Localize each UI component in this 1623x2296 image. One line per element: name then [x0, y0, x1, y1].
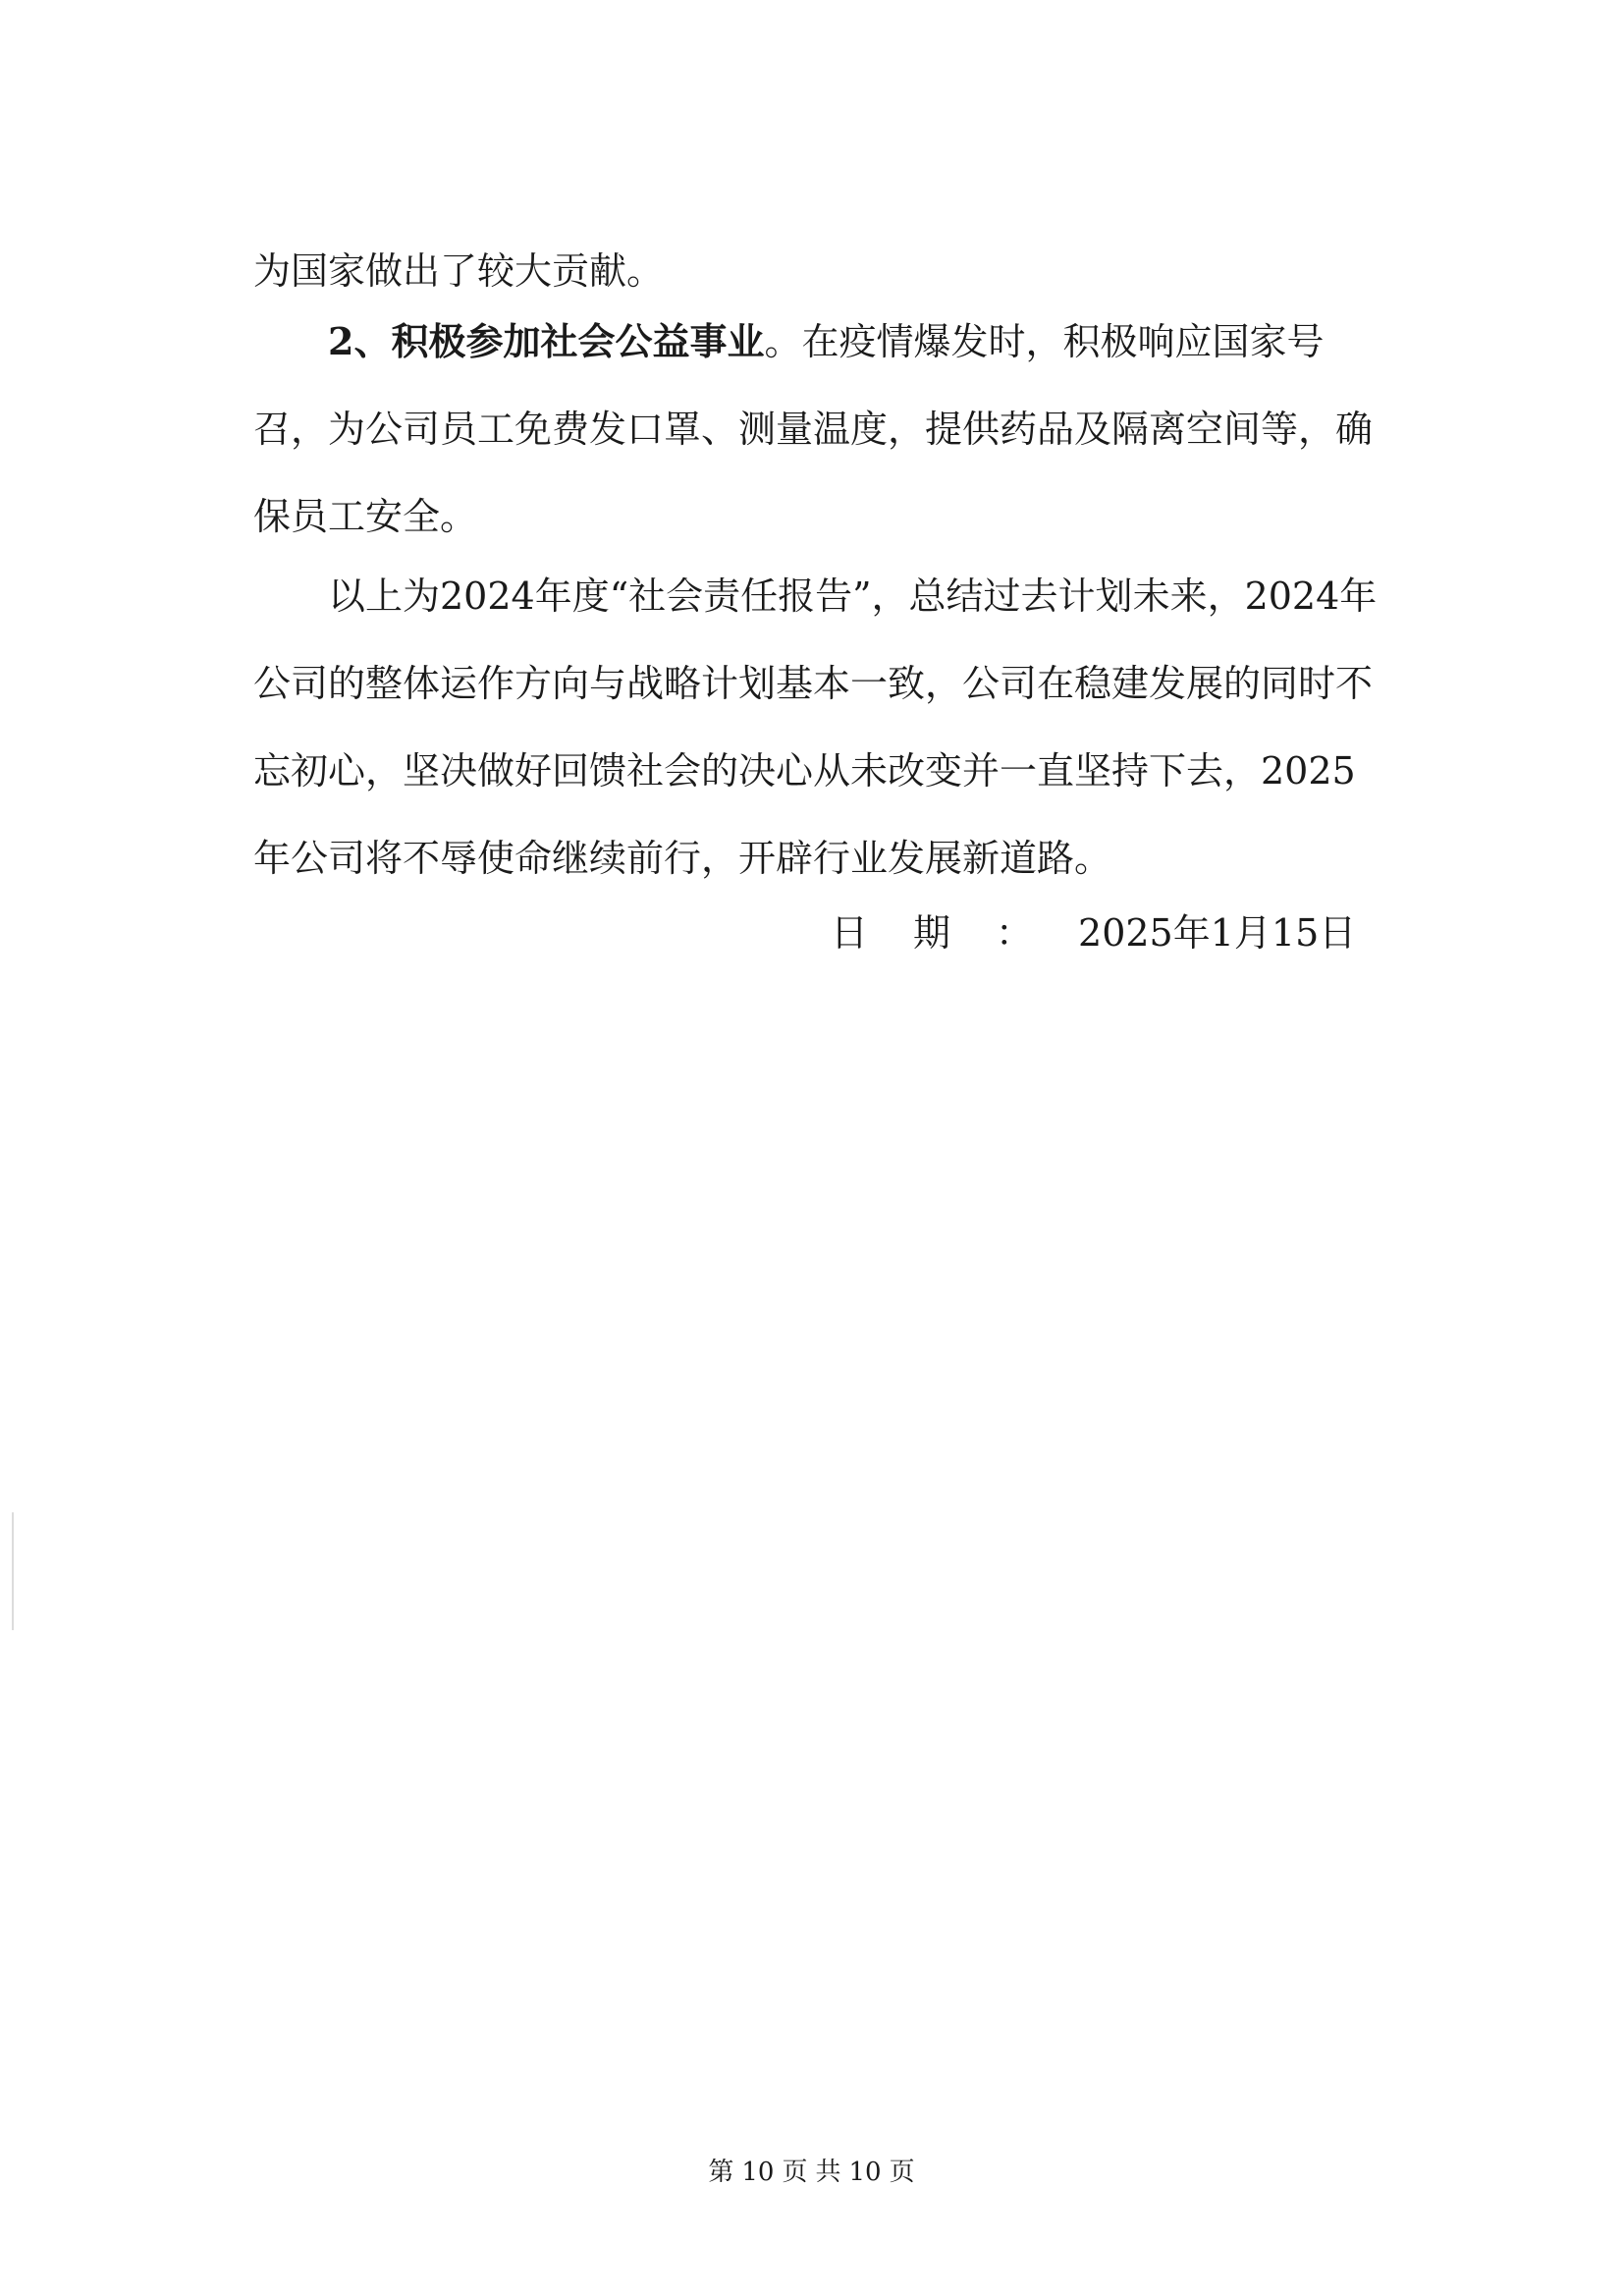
paragraph-body: 。在疫情爆发时，积极响应国家号召，为公司员工免费发口罩、测量温度，提供药品及隔离空间等，确保员工安全。	[253, 320, 1374, 538]
footer-page-word: 页	[782, 2158, 808, 2187]
footer-total-suffix: 页	[889, 2158, 915, 2187]
paragraph-continuation: 为国家做出了较大贡献。	[253, 249, 665, 293]
footer-total-prefix: 共	[815, 2158, 841, 2187]
date-label: 日期：	[831, 911, 1079, 955]
date-value: 2025年1月15日	[1078, 911, 1357, 955]
paragraph-heading: 2、积极参加社会公益事业	[328, 319, 765, 363]
page-footer	[0, 2153, 1623, 2192]
scan-artifact	[12, 1512, 14, 1630]
footer-prefix: 第	[708, 2158, 734, 2187]
footer-total-pages: 10	[848, 2158, 882, 2187]
paragraph-public-welfare	[253, 298, 1392, 561]
paragraph-summary: 以上为2024年度“社会责任报告”，总结过去计划未来，2024年公司的整体运作方向与战略计划基本一致，公司在稳建发展的同时不忘初心，坚决做好回馈社会的决心从未改变并一直坚持下去，2025年公司将不辱使命继续前行，开辟行业发展新道路。	[253, 574, 1378, 880]
footer-current-page: 10	[741, 2158, 775, 2187]
date-line	[831, 903, 1356, 962]
